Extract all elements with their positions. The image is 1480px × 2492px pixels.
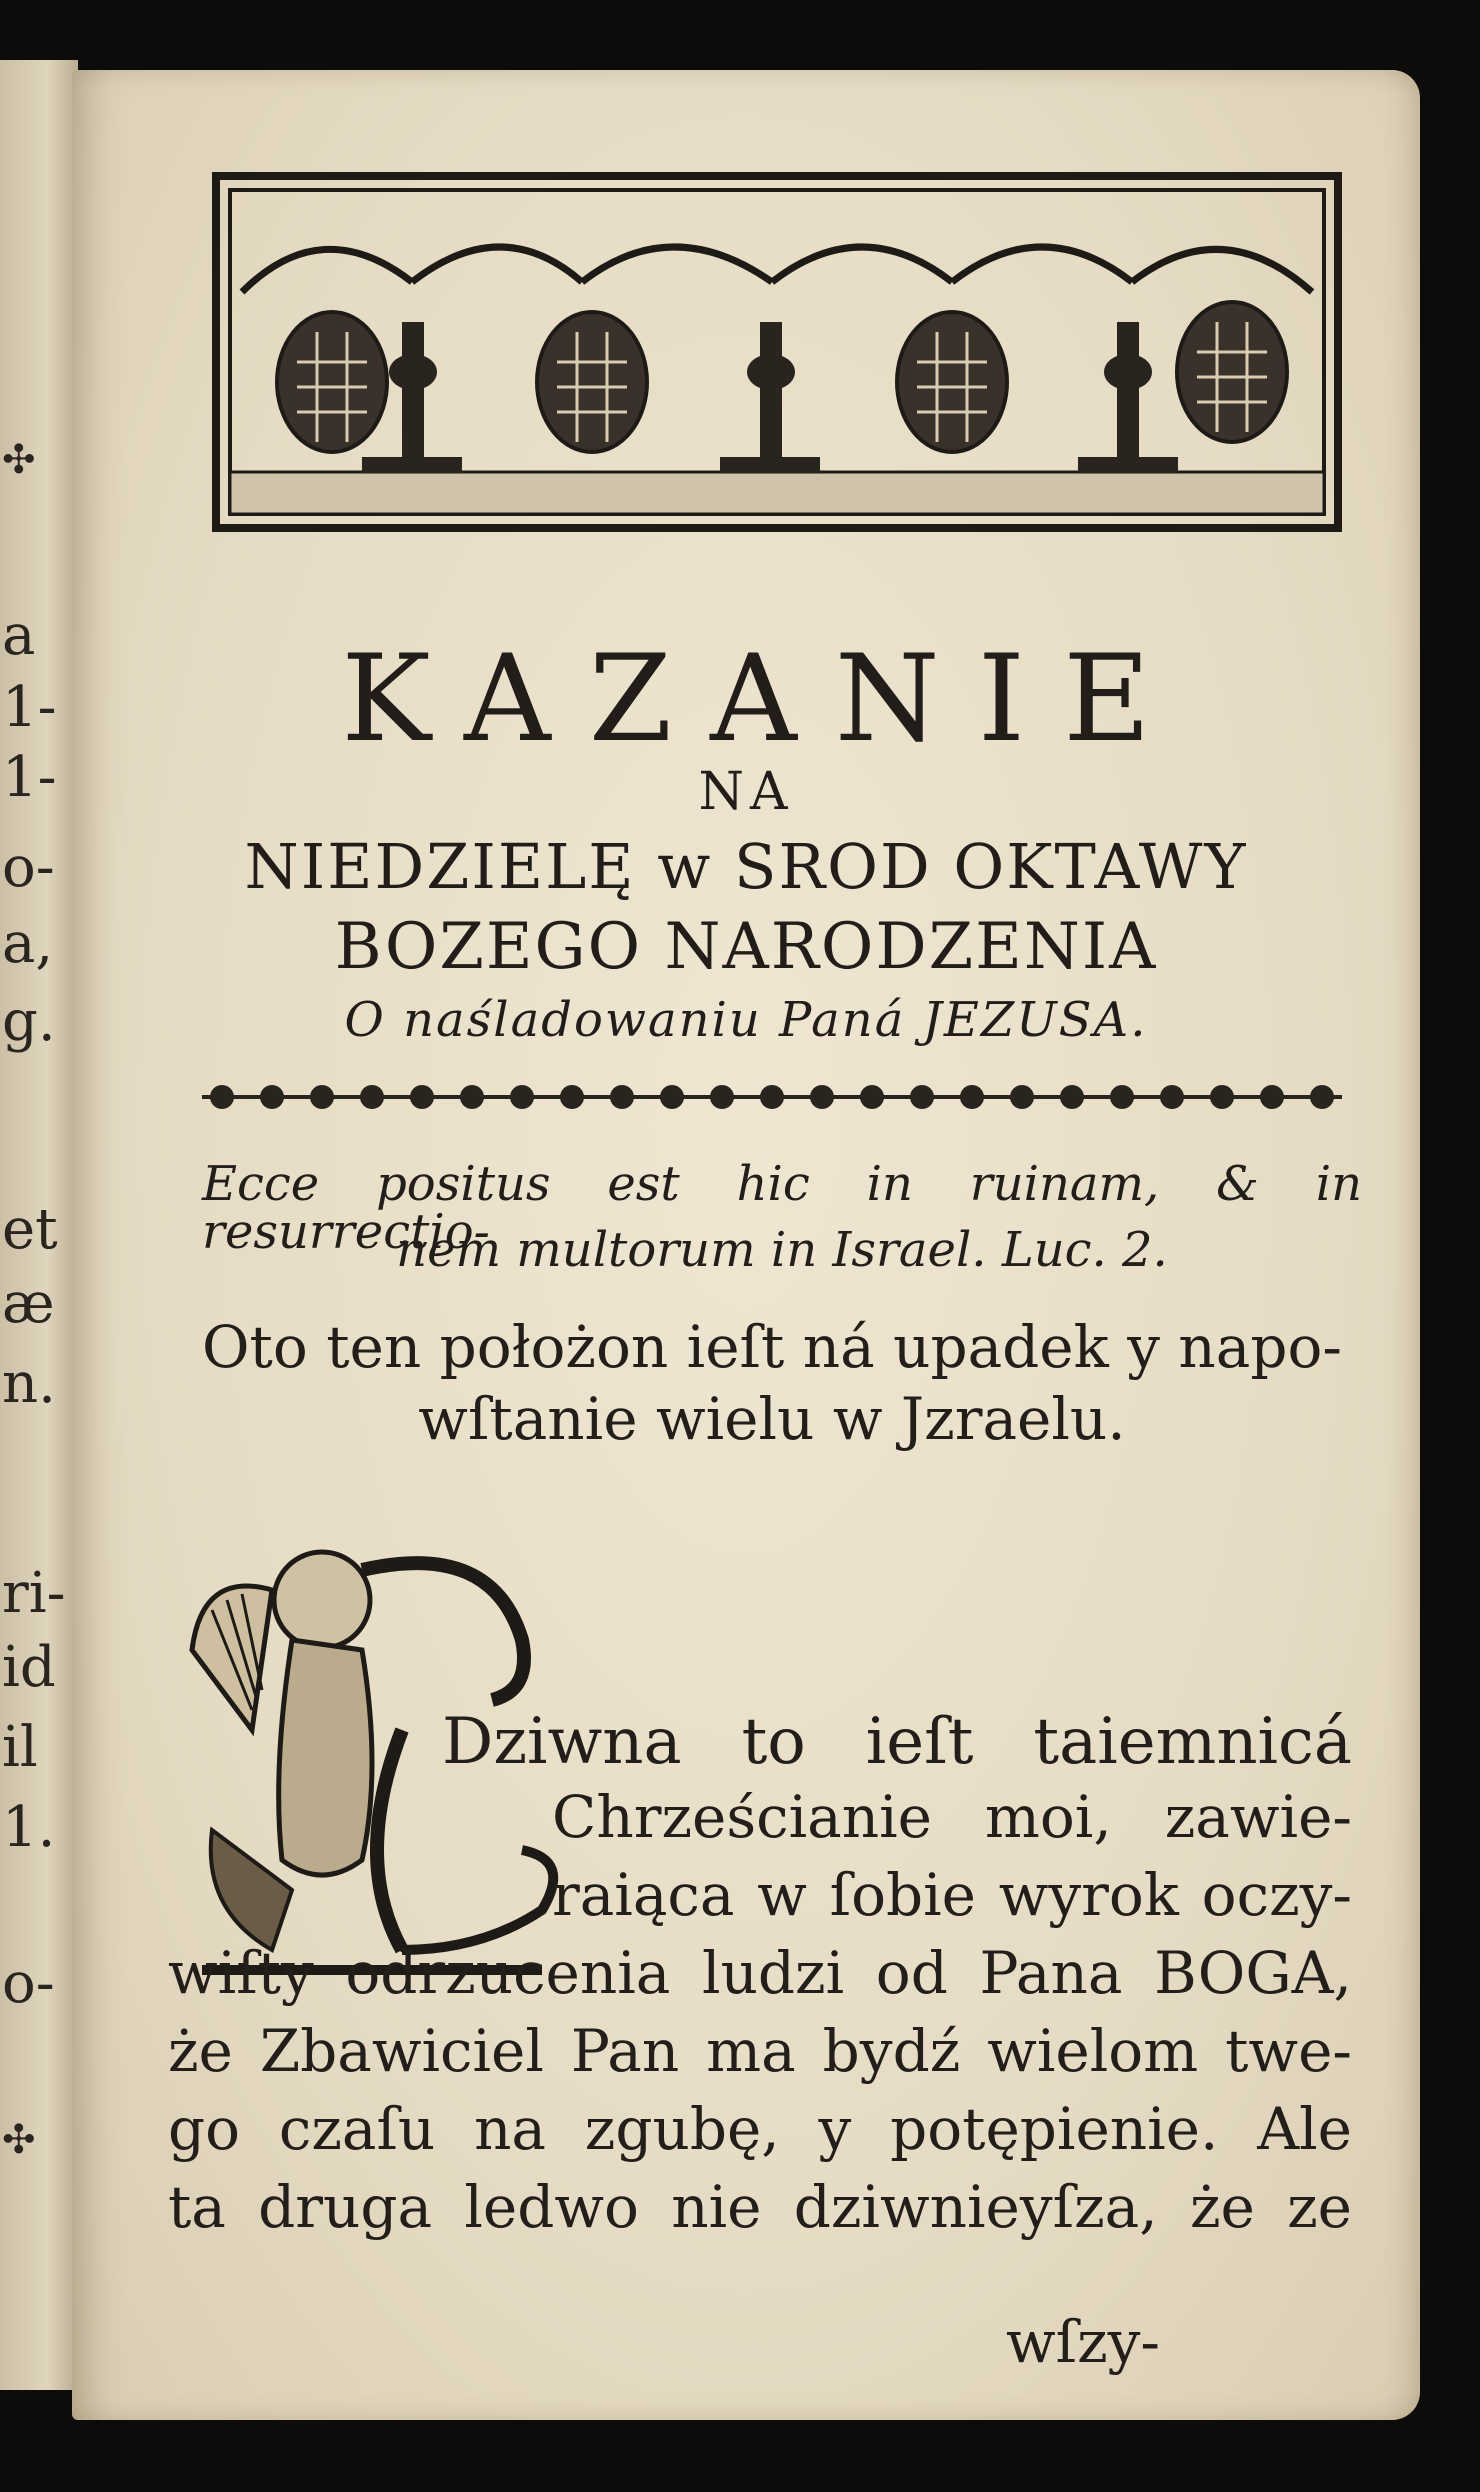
title-line-2: BOZEGO NARODZENIA: [334, 910, 1158, 984]
body-line: Dziwna to ieſt taiemnicá: [442, 1705, 1352, 1779]
left-fragment: il: [2, 1715, 38, 1780]
left-fragment: o-: [2, 1951, 55, 2016]
latin-line-2: nem multorum in Israel. Luc. 2.: [396, 1222, 1168, 1278]
left-fragment: et: [2, 1197, 58, 1262]
title-na: NA: [698, 762, 794, 822]
left-fragment: id: [2, 1635, 56, 1700]
left-fragment: æ: [2, 1271, 55, 1336]
latin-line-1: Ecce positus est hic in ruinam, & in resurrectio-: [202, 1156, 1362, 1260]
left-page-edge: [0, 60, 78, 2390]
body-line: ta druga ledwo nie dziwnieyſza, że ze: [168, 2173, 1352, 2241]
body-line: Chrześcianie moi, zawie-: [552, 1783, 1352, 1851]
polish-line-2: wſtanie wielu w Jzraelu.: [418, 1385, 1126, 1453]
left-fragment: o-: [2, 835, 55, 900]
body-line: wiſty odrzucenia ludzi od Pana BOGA,: [168, 1939, 1352, 2007]
title-line-3: O naśladowaniu Paná JEZUSA.: [344, 992, 1148, 1048]
left-fragment: a: [2, 603, 36, 668]
book-page: [72, 70, 1420, 2420]
left-fragment: 1-: [2, 675, 57, 740]
title-line-1: NIEDZIELĘ w SROD OKTAWY: [244, 830, 1248, 903]
body-line: go czaſu na zgubę, y potępienie. Ale: [168, 2095, 1352, 2163]
left-fragment: ri-: [2, 1561, 66, 1626]
left-fragment: 1-: [2, 745, 57, 810]
left-fragment: a,: [2, 911, 54, 976]
fleuron-icon: ✣: [2, 2117, 36, 2163]
fleuron-rule-icon: [192, 1074, 1352, 1120]
left-fragment: n.: [2, 1351, 56, 1416]
body-line: że Zbawiciel Pan ma bydź wielom twe-: [168, 2017, 1352, 2085]
fleuron-icon: ✣: [2, 437, 36, 483]
left-fragment: 1.: [2, 1795, 56, 1860]
polish-line-1: Oto ten położon ieſt ná upadek y napo-: [201, 1313, 1342, 1381]
left-fragment: g.: [2, 989, 56, 1054]
woodcut-banner-icon: [212, 172, 1342, 532]
body-line: raiąca w ſobie wyrok oczy-: [552, 1861, 1352, 1929]
sermon-title: KAZANIE: [341, 630, 1189, 769]
catchword: wſzy-: [1005, 2308, 1160, 2376]
